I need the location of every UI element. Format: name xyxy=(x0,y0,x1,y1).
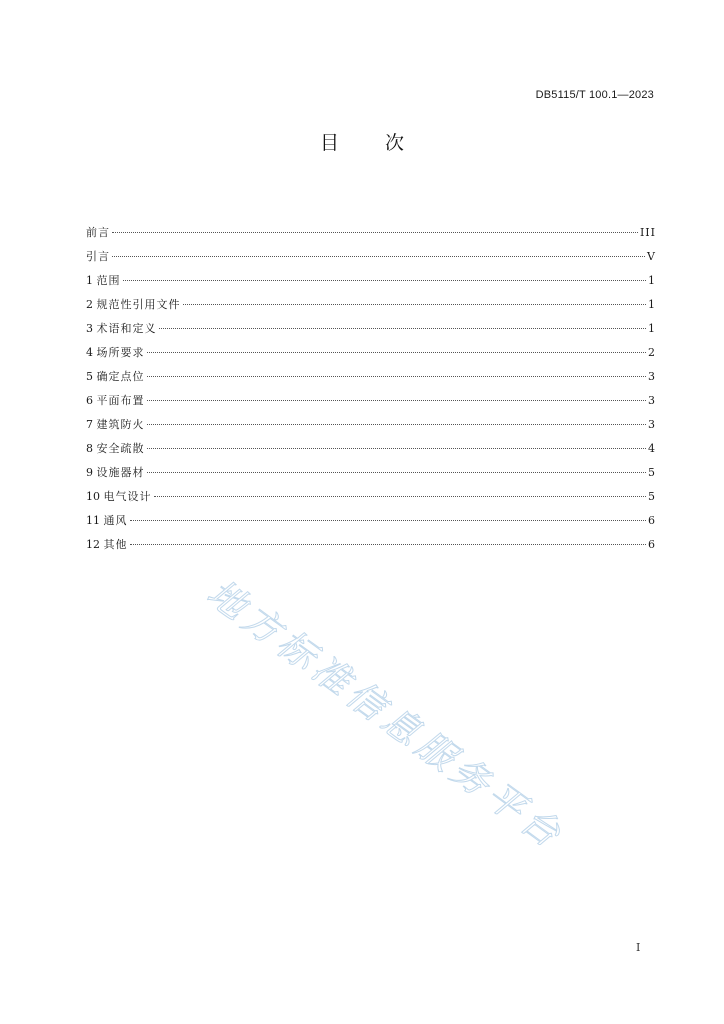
toc-dot-leader xyxy=(147,424,647,425)
toc-dot-leader xyxy=(154,496,647,497)
toc-entry-number: 6 xyxy=(86,394,97,407)
toc-dot-leader xyxy=(130,520,647,521)
toc-entry-page: 2 xyxy=(648,346,656,359)
page-number: I xyxy=(636,941,641,954)
toc-entry-equipment[interactable] xyxy=(86,464,656,488)
toc-dot-leader xyxy=(123,280,647,281)
toc-entry-layout[interactable] xyxy=(86,392,656,416)
toc-entry-number: 8 xyxy=(86,442,97,455)
watermark-text: 地方标准信息服务平台 xyxy=(199,571,573,859)
toc-entry-number: 2 xyxy=(86,298,97,311)
toc-entry-page: 6 xyxy=(648,514,656,527)
toc-entry-page: 4 xyxy=(648,442,656,455)
toc-entry-label: 确定点位 xyxy=(96,370,145,383)
toc-entry-label: 前言 xyxy=(86,226,110,239)
toc-dot-leader xyxy=(183,304,647,305)
toc-entry-label: 通风 xyxy=(103,514,128,527)
toc-dot-leader xyxy=(147,448,647,449)
toc-entry-label: 设施器材 xyxy=(96,466,145,479)
toc-entry-page: 3 xyxy=(648,370,656,383)
toc-entry-number: 1 xyxy=(86,274,97,287)
toc-entry-number: 3 xyxy=(86,322,97,335)
toc-entry-site-location[interactable] xyxy=(86,368,656,392)
table-of-contents xyxy=(86,224,656,560)
toc-entry-page: 5 xyxy=(648,466,656,479)
toc-entry-number: 5 xyxy=(86,370,97,383)
toc-entry-fire-protection[interactable] xyxy=(86,416,656,440)
toc-entry-page: V xyxy=(647,250,656,263)
toc-dot-leader xyxy=(147,472,647,473)
toc-entry-page: 3 xyxy=(648,418,656,431)
toc-dot-leader xyxy=(147,376,647,377)
toc-dot-leader xyxy=(112,232,638,233)
toc-entry-label: 电气设计 xyxy=(103,490,152,503)
toc-entry-page: 1 xyxy=(648,322,656,335)
page-title: 目 次 xyxy=(319,132,425,154)
toc-entry-label: 范围 xyxy=(96,274,121,287)
toc-entry-terms-definitions[interactable] xyxy=(86,320,656,344)
toc-entry-label: 引言 xyxy=(86,250,110,263)
toc-entry-electrical-design[interactable] xyxy=(86,488,656,512)
toc-entry-scope[interactable] xyxy=(86,272,656,296)
toc-dot-leader xyxy=(159,328,647,329)
toc-entry-page: 1 xyxy=(648,274,656,287)
toc-entry-label: 安全疏散 xyxy=(96,442,145,455)
toc-entry-label: 其他 xyxy=(103,538,128,551)
toc-entry-page: 5 xyxy=(648,490,656,503)
toc-entry-evacuation[interactable] xyxy=(86,440,656,464)
toc-dot-leader xyxy=(147,352,647,353)
toc-entry-number: 10 xyxy=(86,490,104,503)
toc-entry-page: 3 xyxy=(648,394,656,407)
toc-entry-number: 12 xyxy=(86,538,104,551)
toc-entry-label: 规范性引用文件 xyxy=(96,298,181,311)
toc-entry-number: 9 xyxy=(86,466,97,479)
document-code: DB5115/T 100.1—2023 xyxy=(535,89,654,101)
toc-entry-label: 术语和定义 xyxy=(96,322,157,335)
toc-entry-label: 场所要求 xyxy=(96,346,145,359)
toc-entry-foreword[interactable] xyxy=(86,224,656,248)
toc-dot-leader xyxy=(130,544,647,545)
toc-entry-page: III xyxy=(639,226,656,239)
toc-dot-leader xyxy=(112,256,645,257)
toc-entry-number: 11 xyxy=(86,514,104,527)
toc-entry-normative-references[interactable] xyxy=(86,296,656,320)
toc-entry-page: 1 xyxy=(648,298,656,311)
toc-entry-others[interactable] xyxy=(86,536,656,560)
toc-entry-label: 平面布置 xyxy=(96,394,145,407)
toc-entry-number: 7 xyxy=(86,418,97,431)
toc-entry-page: 6 xyxy=(648,538,656,551)
toc-entry-number: 4 xyxy=(86,346,97,359)
toc-entry-introduction[interactable] xyxy=(86,248,656,272)
toc-entry-ventilation[interactable] xyxy=(86,512,656,536)
toc-dot-leader xyxy=(147,400,647,401)
toc-entry-site-requirements[interactable] xyxy=(86,344,656,368)
toc-entry-label: 建筑防火 xyxy=(96,418,145,431)
